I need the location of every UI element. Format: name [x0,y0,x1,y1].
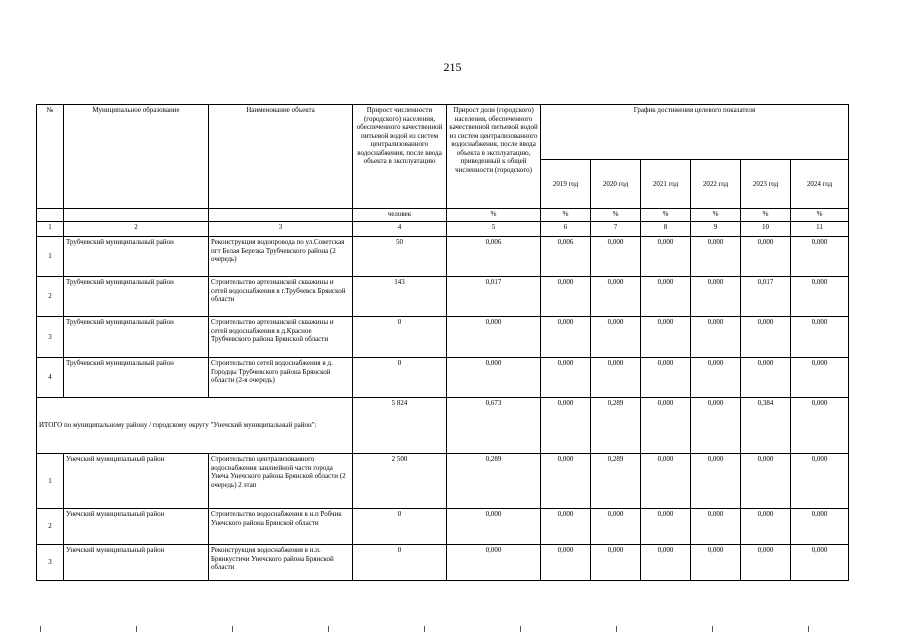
row-year-value: 0,000 [791,454,849,509]
scan-edge-marks [0,626,905,636]
row-municipality: Трубчевский муниципальный район [64,317,209,358]
row-year-value: 0,000 [641,317,691,358]
row-year-value: 0,000 [591,545,641,581]
row-year-value: 0,000 [741,317,791,358]
row-year-value: 0,000 [541,545,591,581]
header-object: Наименование объекта [209,105,353,209]
row-population: 0 [353,358,447,398]
row-share: 0,000 [447,509,541,545]
scan-mark [328,626,329,632]
scan-mark [520,626,521,632]
table-row [37,277,849,317]
units-row [37,209,849,222]
scan-mark [424,626,425,632]
row-year-value: 0,000 [541,358,591,398]
row-year-value: 0,000 [641,454,691,509]
row-number: 4 [37,358,64,398]
row-year-value: 0,000 [641,237,691,277]
table-row [37,545,849,581]
row-year-value: 0,000 [791,317,849,358]
header-municipality: Муниципальное образование [64,105,209,209]
column-number: 4 [353,222,447,237]
header-year: 2021 год [641,160,691,209]
row-year-value: 0,006 [541,237,591,277]
row-year-value: 0,000 [591,509,641,545]
unit-empty [64,209,209,222]
row-year-value: 0,000 [791,277,849,317]
header-year: 2019 год [541,160,591,209]
row-year-value: 0,000 [741,509,791,545]
total-label: ИТОГО по муниципальному району / городскому округу "Унечский муниципальный район": [37,398,353,454]
row-municipality: Унечский муниципальный район [64,545,209,581]
row-number: 1 [37,237,64,277]
unit-year: % [541,209,591,222]
column-number: 6 [541,222,591,237]
scan-mark [616,626,617,632]
row-share: 0,289 [447,454,541,509]
header-year: 2022 год [691,160,741,209]
row-year-value: 0,000 [541,509,591,545]
row-year-value: 0,000 [741,237,791,277]
row-year-value: 0,000 [541,277,591,317]
row-object: Реконструкция водоснабжения в н.п. Брянкустичи Унечского района Брянской области [209,545,353,581]
header-share-growth: Прирост доли (городского) населения, обеспеченного качественной питьевой водой из систем централизованного водоснабжения, после ввода объекта в эксплуатацию, приведенный к общей численности (городского) [447,105,541,209]
row-year-value: 0,000 [691,237,741,277]
row-year-value: 0,000 [691,509,741,545]
unit-year: % [741,209,791,222]
row-year-value: 0,000 [591,277,641,317]
column-number: 11 [791,222,849,237]
row-object: Строительство централизованного водоснабжения заилиейной части города Унеча Унечского района Брянской области (2 очередь) 2 этап [209,454,353,509]
unit-year: % [641,209,691,222]
column-number: 3 [209,222,353,237]
scan-mark [40,626,41,632]
column-number: 2 [64,222,209,237]
row-year-value: 0,000 [541,317,591,358]
column-number: 8 [641,222,691,237]
column-number: 5 [447,222,541,237]
table-row [37,454,849,509]
unit-year: % [591,209,641,222]
row-municipality: Трубчевский муниципальный район [64,237,209,277]
row-year-value: 0,000 [791,237,849,277]
table-row [37,358,849,398]
row-municipality: Унечский муниципальный район [64,454,209,509]
row-object: Строительство артезианской скважины и сетей водоснабжения в д.Красное Трубчевского района Брянской области [209,317,353,358]
row-year-value: 0,017 [741,277,791,317]
total-year-value: 0,000 [791,398,849,454]
row-year-value: 0,000 [791,545,849,581]
row-year-value: 0,000 [741,545,791,581]
table-row [37,509,849,545]
row-municipality: Унечский муниципальный район [64,509,209,545]
total-year-value: 0,384 [741,398,791,454]
unit-year: % [791,209,849,222]
row-municipality: Трубчевский муниципальный район [64,277,209,317]
header-year: 2023 год [741,160,791,209]
row-object: Строительство артезианской скважины и сетей водоснабжения в г.Трубчевск Брянской области [209,277,353,317]
header-no: № [37,105,64,209]
row-year-value: 0,000 [691,358,741,398]
row-number: 2 [37,277,64,317]
column-numbers-row [37,222,849,237]
row-year-value: 0,000 [791,358,849,398]
scan-mark [808,626,809,632]
row-number: 2 [37,509,64,545]
column-number: 7 [591,222,641,237]
header-year: 2020 год [591,160,641,209]
row-year-value: 0,000 [591,317,641,358]
row-object: Строительство сетей водоснабжения в д. Городцы Трубчевского района Брянской области (2-я очередь) [209,358,353,398]
row-population: 2 500 [353,454,447,509]
row-year-value: 0,289 [591,454,641,509]
row-number: 3 [37,545,64,581]
row-year-value: 0,000 [641,509,691,545]
total-year-value: 0,000 [691,398,741,454]
row-share: 0,000 [447,545,541,581]
row-share: 0,017 [447,277,541,317]
row-year-value: 0,000 [641,545,691,581]
row-population: 143 [353,277,447,317]
total-population: 5 824 [353,398,447,454]
row-year-value: 0,000 [741,358,791,398]
header-row [37,105,849,160]
total-year-value: 0,000 [541,398,591,454]
row-object: Строительство водоснабжения в н.п Робчик Унечского района Брянской области [209,509,353,545]
page-number: 215 [443,60,462,74]
row-year-value: 0,000 [691,277,741,317]
row-share: 0,006 [447,237,541,277]
row-year-value: 0,000 [741,454,791,509]
unit-empty [209,209,353,222]
column-number: 10 [741,222,791,237]
unit-population: человек [353,209,447,222]
row-year-value: 0,000 [691,317,741,358]
table-row [37,237,849,277]
target-indicator-table [36,104,849,581]
row-year-value: 0,000 [691,454,741,509]
unit-share: % [447,209,541,222]
header-year: 2024 год [791,160,849,209]
unit-empty [37,209,64,222]
row-population: 50 [353,237,447,277]
row-share: 0,000 [447,317,541,358]
scan-mark [232,626,233,632]
row-year-value: 0,000 [641,358,691,398]
row-year-value: 0,000 [591,358,641,398]
total-year-value: 0,000 [641,398,691,454]
row-object: Реконструкция водопровода по ул.Советская пгт Белая Березка Трубчевского района (2 очередь) [209,237,353,277]
row-year-value: 0,000 [691,545,741,581]
row-share: 0,000 [447,358,541,398]
header-schedule: График достижения целевого показателя [541,105,849,160]
unit-year: % [691,209,741,222]
scan-mark [136,626,137,632]
row-number: 3 [37,317,64,358]
total-year-value: 0,289 [591,398,641,454]
row-number: 1 [37,454,64,509]
row-municipality: Трубчевский муниципальный район [64,358,209,398]
row-year-value: 0,000 [591,237,641,277]
total-row [37,398,849,454]
column-number: 9 [691,222,741,237]
row-population: 0 [353,545,447,581]
row-year-value: 0,000 [791,509,849,545]
row-year-value: 0,000 [641,277,691,317]
table-row [37,317,849,358]
scan-mark [712,626,713,632]
row-population: 0 [353,317,447,358]
total-share: 0,673 [447,398,541,454]
header-population-growth: Прирост численности (городского) населения, обеспеченного качественной питьевой водой из систем централизованного водоснабжения, после ввода объекта в эксплуатацию [353,105,447,209]
row-year-value: 0,000 [541,454,591,509]
column-number: 1 [37,222,64,237]
row-population: 0 [353,509,447,545]
